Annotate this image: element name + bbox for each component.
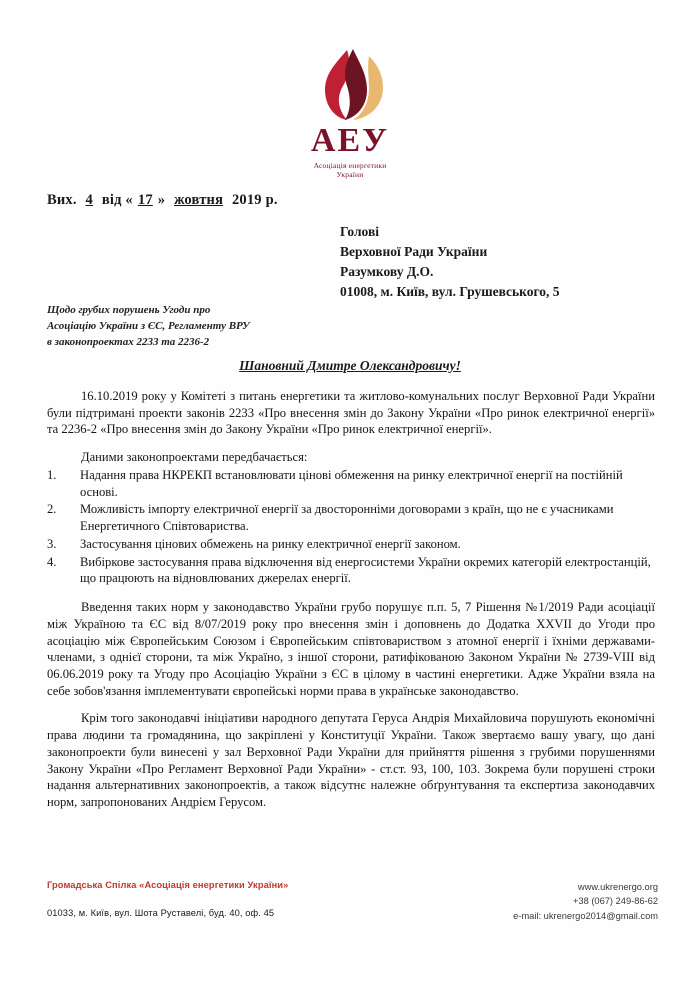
footer-organization-name: Громадська Спілка «Асоціація енергетики України» — [47, 880, 289, 890]
reference-year: 2019 р. — [231, 192, 278, 208]
subject-line-2: Асоціацію України з ЄС, Регламенту ВРУ — [47, 319, 250, 332]
list-item-text: Застосування цінових обмежень на ринку електричної енергії законом. — [80, 536, 461, 551]
addressee-line-1: Голові — [340, 224, 380, 239]
provisions-list — [47, 467, 655, 587]
list-item-text: Вибіркове застосування права відключення від енергосистеми України окремих категорій електростанцій, що працюють на відновлюваних джерелах енергії. — [80, 554, 651, 586]
reference-day: 17 — [137, 192, 153, 208]
reference-number: 4 — [85, 192, 93, 208]
footer-address: 01033, м. Київ, вул. Шота Руставелі, буд. 40, оф. 45 — [47, 908, 275, 918]
reference-mid: від « — [101, 192, 133, 208]
list-lead-in: Даними законопроектами передбачається: — [81, 450, 308, 465]
subject-block — [47, 303, 250, 351]
reference-quote-close: » — [157, 192, 166, 208]
body-paragraph-2: Введення таких норм у законодавство України грубо порушує п.п. 5, 7 Рішення №1/2019 Ради асоціації між Україною та ЄС від 8/07/2019 року про внесення змін і доповнень до Додатка XXVII до Угоди про асоціацію між Європейським Союзом і Європейським співтовариством з атомної енергії і їхніми державами-членами, з однієї сторони, та між Україно, з іншої сторони, ратифікованою Законом України № 2739-VIII від 06.06.2019 року та Угоду про Асоціацію України з ЄС в цілому в частині енергетики. Адже України взяла на себе зобов'язання імплементувати європейські норми права в українське законодавство. — [47, 600, 655, 698]
letter-body — [47, 388, 655, 822]
addressee-line-2: Верховної Ради України — [340, 243, 488, 259]
flame-icon — [307, 48, 393, 122]
greeting-line: Шановний Дмитре Олександровичу! — [239, 358, 461, 373]
logo-acronym: АЕУ — [310, 122, 390, 159]
body-paragraph-3: Крім того законодавчі ініціативи народного депутата Геруса Андрія Михайловича порушують економічні права людини та громадянина, що закріплені у Конституції України. Також звертаємо вашу увагу, що дані законопроекти були винесені у зал Верховної Ради України для прийняття рішення з грубими порушеннями Закону України «Про Регламент Верховної Ради України» - ст.ст. 93, 100, 103. Зокрема були порушені строки надання альтернативних законопроектів, а також відсутнє належне обґрунтування та експертиза законодавчих норм, запропонованих Андрієм Герусом. — [47, 711, 655, 810]
logo-subtitle — [314, 161, 387, 180]
footer-left-block — [47, 880, 288, 918]
list-item-text: Надання права НКРЕКП встановлювати цінові обмеження на ринку електричної енергії на постійній основі. — [80, 467, 623, 499]
logo-subtitle-line2: України — [336, 170, 364, 180]
list-item-number: 2. — [47, 502, 57, 517]
addressee-line-4: 01008, м. Київ, вул. Грушевського, 5 — [340, 283, 560, 299]
addressee-line-3: Разумкову Д.О. — [340, 263, 434, 279]
list-item-text: Можливість імпорту електричної енергії за двосторонніми договорами з країн, що не є учасниками Енергетичного Співтовариства. — [80, 502, 614, 534]
list-item — [47, 467, 655, 500]
list-item — [47, 536, 655, 553]
reference-line — [47, 192, 278, 209]
subject-line-1: Щодо грубих порушень Угоди про — [47, 304, 211, 316]
list-item-number: 3. — [47, 536, 57, 551]
footer-contacts-block — [513, 880, 658, 923]
list-item-number: 4. — [47, 554, 57, 569]
footer-website[interactable]: www.ukrenergo.org — [577, 882, 658, 892]
list-item-number: 1. — [47, 467, 57, 482]
body-paragraph-1: 16.10.2019 року у Комітеті з питань енергетики та житлово-комунальних послуг Верховної Ради України були підтримані проекти законів 2233 «Про внесення змін до Закону України «Про ринок електричної енергії» та 2236-2 «Про внесення змін до Закону України «Про ринок електричної енергії». — [47, 389, 655, 437]
list-item — [47, 554, 655, 587]
organization-logo — [0, 48, 700, 180]
subject-line-3: в законопроектах 2233 та 2236-2 — [47, 335, 210, 348]
reference-prefix: Вих. — [47, 192, 77, 208]
footer-phone: +38 (067) 249-86-62 — [572, 896, 658, 907]
reference-month: жовтня — [174, 192, 224, 208]
addressee-block — [340, 222, 560, 302]
footer-email[interactable]: e-mail: ukrenergo2014@gmail.com — [513, 910, 658, 921]
letter-footer — [47, 880, 658, 923]
list-item — [47, 501, 655, 534]
logo-subtitle-line1: Асоціація енергетики — [313, 161, 387, 170]
